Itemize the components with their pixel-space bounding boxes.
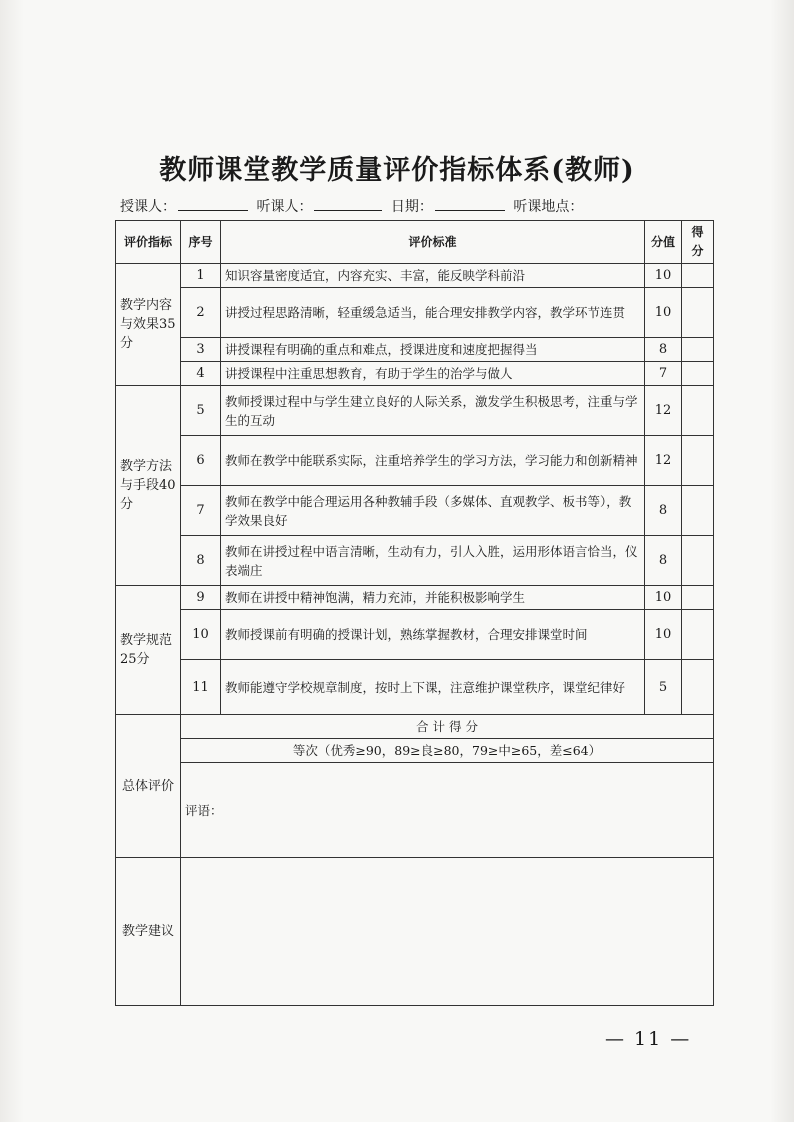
row-number: 5	[181, 386, 221, 436]
header-seq: 序号	[181, 221, 221, 264]
table-row	[116, 536, 714, 586]
row-points: 5	[645, 660, 682, 715]
table-header-row	[116, 221, 714, 264]
row-points: 7	[645, 362, 682, 386]
table-row	[116, 486, 714, 536]
table-row	[116, 362, 714, 386]
table-row	[116, 288, 714, 338]
header-score: 得分	[682, 221, 714, 264]
table-row	[116, 660, 714, 715]
suggestion-row	[116, 858, 714, 1006]
date-label: 日期：	[390, 199, 433, 215]
row-standard: 讲授课程有明确的重点和难点，授课进度和速度把握得当	[221, 338, 645, 362]
category-label: 教学内容与效果35分	[116, 264, 181, 386]
row-score-cell[interactable]	[682, 660, 714, 715]
overall-label: 总体评价	[116, 715, 181, 858]
total-label: 合 计 得 分	[181, 715, 714, 739]
row-points: 8	[645, 536, 682, 586]
comment-row	[116, 763, 714, 858]
row-standard: 讲授课程中注重思想教育，有助于学生的治学与做人	[221, 362, 645, 386]
row-points: 10	[645, 264, 682, 288]
row-score-cell[interactable]	[682, 436, 714, 486]
row-standard: 教师在讲授中精神饱满，精力充沛，并能积极影响学生	[221, 586, 645, 610]
table-row	[116, 386, 714, 436]
row-points: 12	[645, 386, 682, 436]
header-standard: 评价标准	[221, 221, 645, 264]
table-row	[116, 264, 714, 288]
row-points: 10	[645, 610, 682, 660]
listener-blank[interactable]	[314, 198, 382, 211]
evaluation-table	[115, 220, 714, 1006]
row-number: 9	[181, 586, 221, 610]
row-standard: 讲授过程思路清晰，轻重缓急适当，能合理安排教学内容，教学环节连贯	[221, 288, 645, 338]
table-row	[116, 338, 714, 362]
location-label: 听课地点：	[513, 199, 584, 215]
grade-text: 等次（优秀≥90，89≥良≥80，79≥中≥65，差≤64）	[181, 739, 714, 763]
row-score-cell[interactable]	[682, 386, 714, 436]
lecturer-blank[interactable]	[178, 198, 248, 211]
row-score-cell[interactable]	[682, 264, 714, 288]
row-number: 2	[181, 288, 221, 338]
row-number: 10	[181, 610, 221, 660]
category-label: 教学方法与手段40分	[116, 386, 181, 586]
row-number: 11	[181, 660, 221, 715]
date-blank[interactable]	[435, 198, 505, 211]
table-row	[116, 436, 714, 486]
comment-label: 评语：	[185, 802, 223, 818]
header-indicator: 评价指标	[116, 221, 181, 264]
row-standard: 教师在教学中能联系实际，注重培养学生的学习方法，学习能力和创新精神	[221, 436, 645, 486]
listener-label: 听课人：	[256, 199, 313, 215]
row-score-cell[interactable]	[682, 362, 714, 386]
row-points: 10	[645, 288, 682, 338]
page-number: — 11 —	[605, 1028, 692, 1050]
row-number: 1	[181, 264, 221, 288]
row-score-cell[interactable]	[682, 586, 714, 610]
row-standard: 教师在讲授过程中语言清晰，生动有力，引人入胜，运用形体语言恰当，仪表端庄	[221, 536, 645, 586]
document-title: 教师课堂教学质量评价指标体系(教师)	[159, 155, 635, 186]
row-score-cell[interactable]	[682, 536, 714, 586]
grade-row	[116, 739, 714, 763]
header-points: 分值	[645, 221, 682, 264]
row-points: 8	[645, 338, 682, 362]
row-number: 3	[181, 338, 221, 362]
row-score-cell[interactable]	[682, 338, 714, 362]
total-row	[116, 715, 714, 739]
row-score-cell[interactable]	[682, 288, 714, 338]
row-number: 8	[181, 536, 221, 586]
form-meta-line	[120, 196, 583, 216]
row-score-cell[interactable]	[682, 610, 714, 660]
suggestion-label: 教学建议	[116, 858, 181, 1006]
row-points: 10	[645, 586, 682, 610]
row-score-cell[interactable]	[682, 486, 714, 536]
row-number: 4	[181, 362, 221, 386]
row-standard: 教师授课过程中与学生建立良好的人际关系，激发学生积极思考，注重与学生的互动	[221, 386, 645, 436]
row-standard: 知识容量密度适宜，内容充实、丰富，能反映学科前沿	[221, 264, 645, 288]
row-points: 12	[645, 436, 682, 486]
suggestion-cell[interactable]	[181, 858, 714, 1006]
lecturer-label: 授课人：	[120, 199, 176, 215]
table-row	[116, 586, 714, 610]
table-row	[116, 610, 714, 660]
row-number: 6	[181, 436, 221, 486]
row-points: 8	[645, 486, 682, 536]
row-standard: 教师授课前有明确的授课计划，熟练掌握教材，合理安排课堂时间	[221, 610, 645, 660]
category-label: 教学规范25分	[116, 586, 181, 715]
comment-cell[interactable]	[181, 763, 714, 858]
row-standard: 教师在教学中能合理运用各种教辅手段（多媒体、直观教学、板书等），教学效果良好	[221, 486, 645, 536]
row-standard: 教师能遵守学校规章制度，按时上下课，注意维护课堂秩序，课堂纪律好	[221, 660, 645, 715]
row-number: 7	[181, 486, 221, 536]
